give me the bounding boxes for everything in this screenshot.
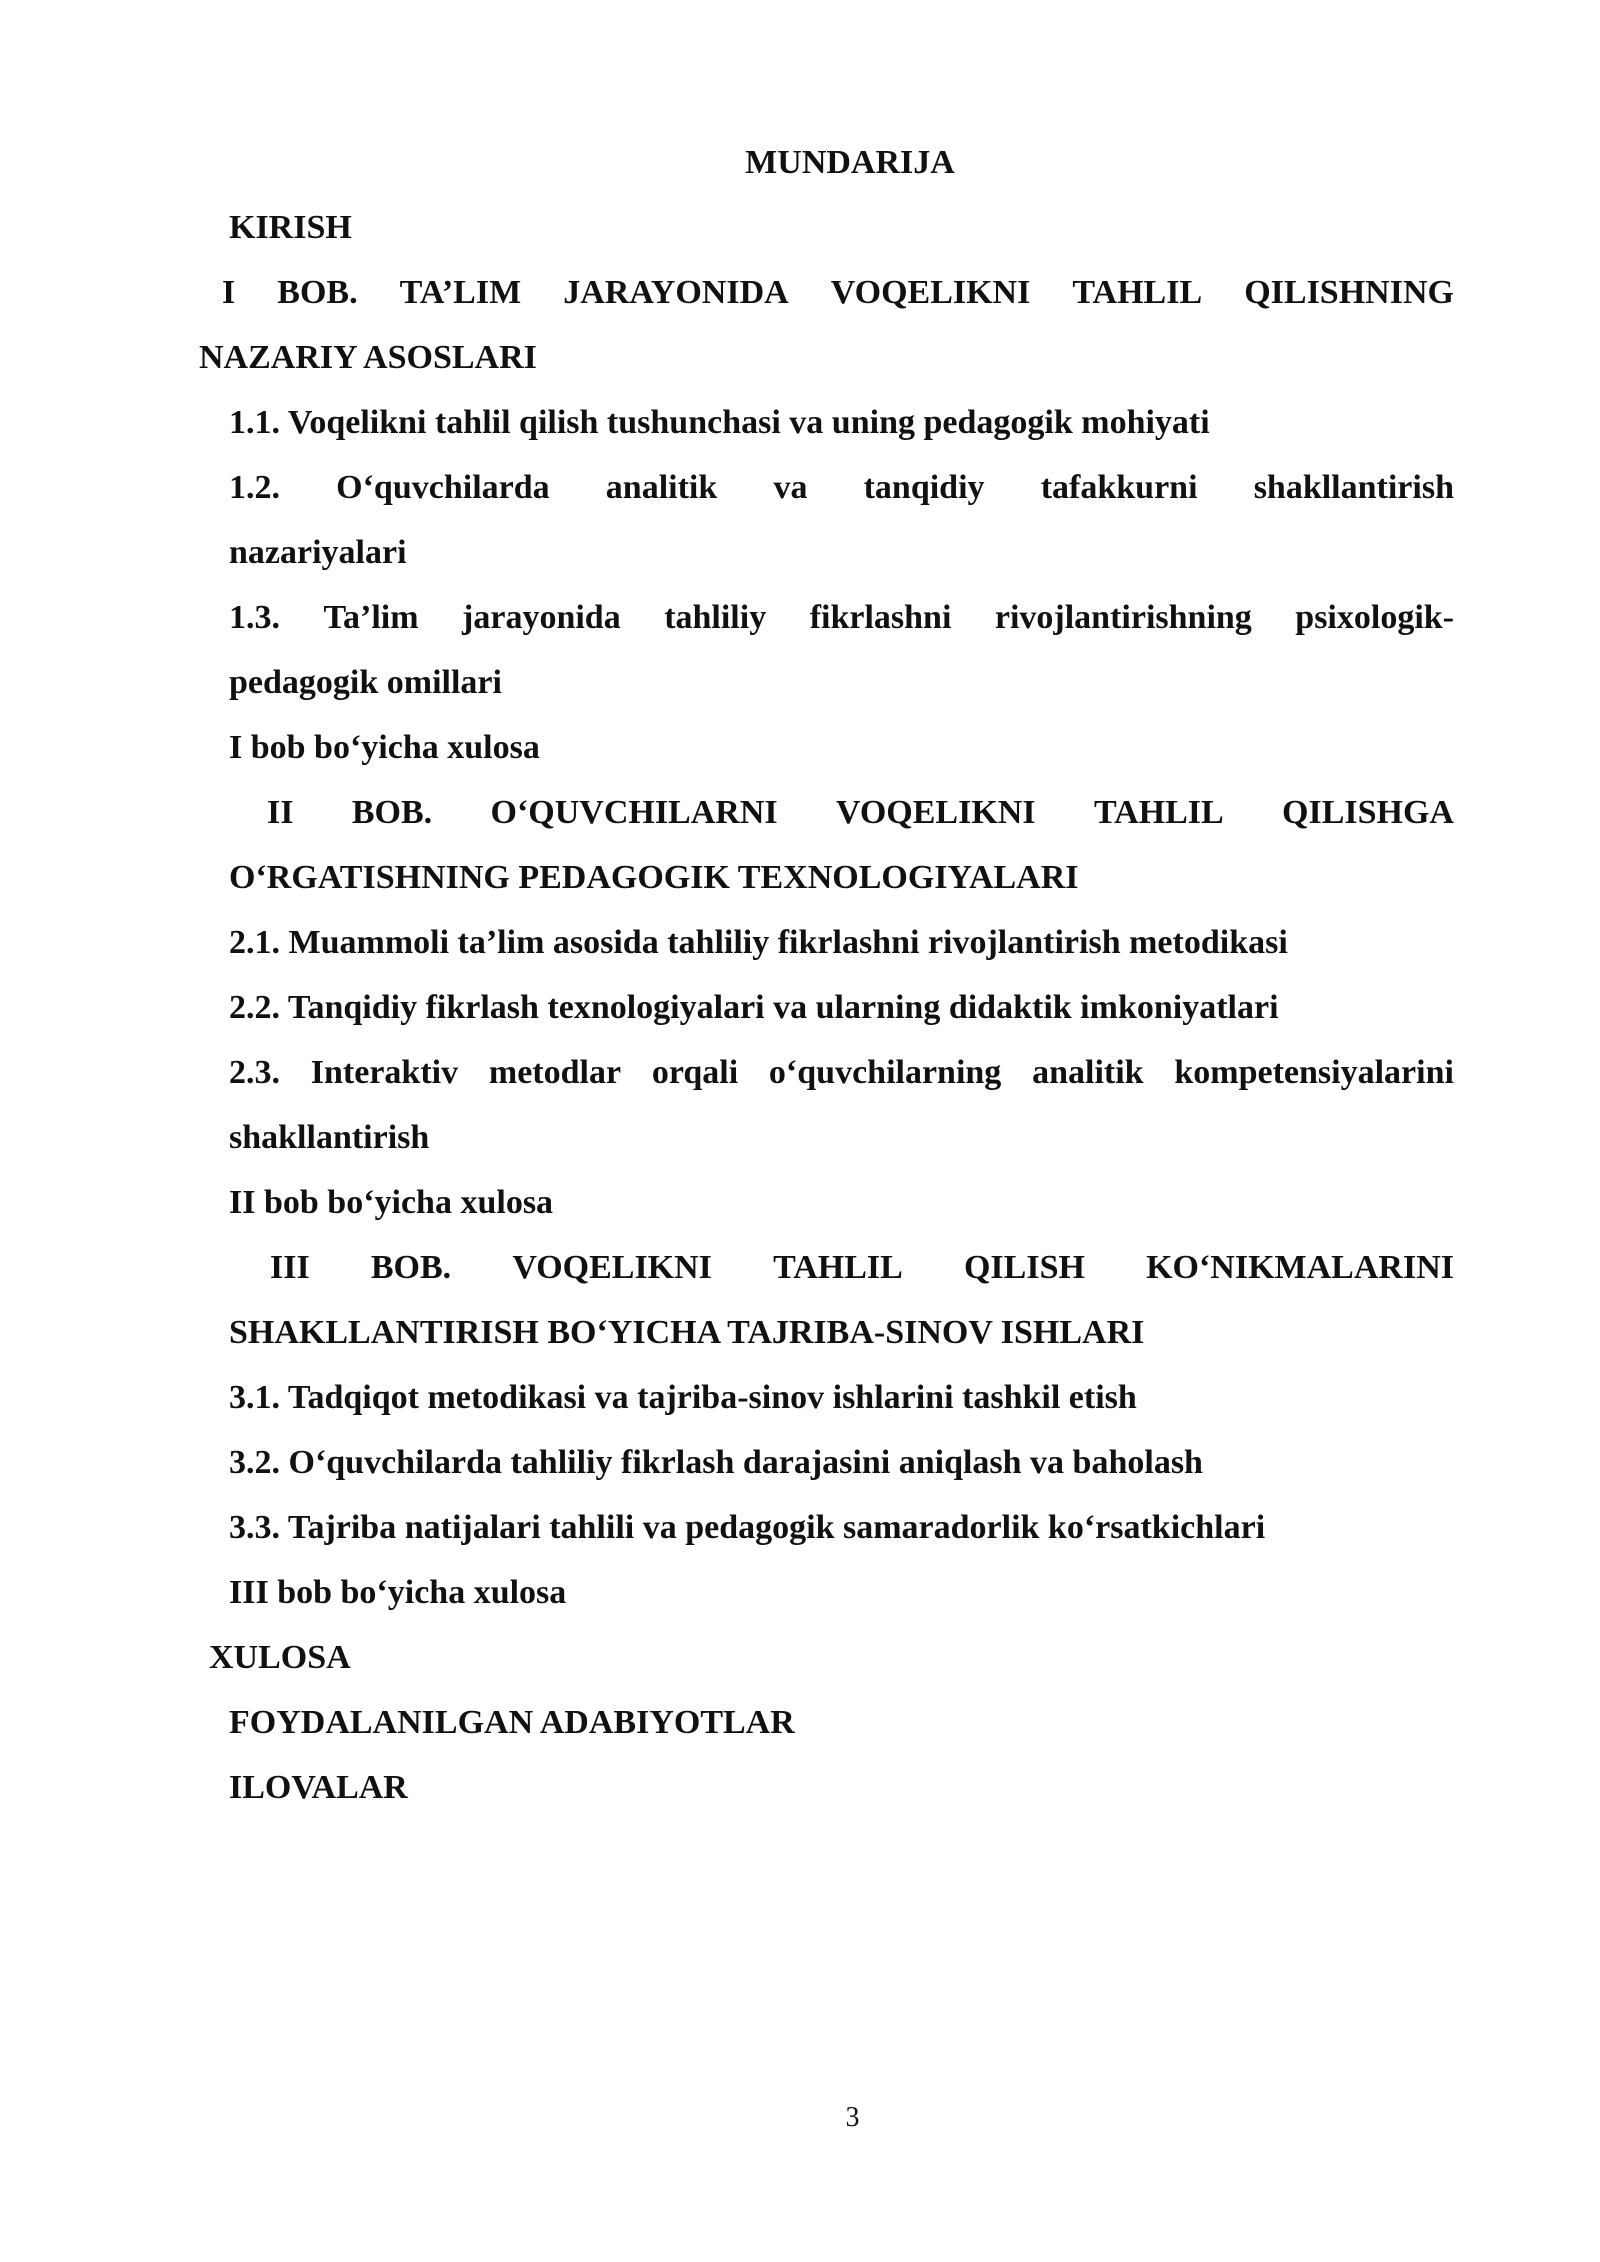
toc-entry-section-1-1: 1.1. Voqelikni tahlil qilish tushunchasi va uning pedagogik mohiyati <box>229 404 1210 441</box>
toc-entry-references: FOYDALANILGAN ADABIYOTLAR <box>229 1704 795 1741</box>
toc-entry-conclusion-3: III bob bo‘yicha xulosa <box>229 1574 567 1611</box>
toc-word: TAHLIL <box>1093 794 1224 831</box>
toc-word: analitik <box>1032 1054 1144 1091</box>
toc-word: BOB. <box>370 1249 452 1286</box>
toc-word: VOQELIKNI <box>512 1249 712 1286</box>
toc-entry-section-2-3-line-1 <box>229 1048 1454 1098</box>
toc-word: tahliliy <box>664 599 767 636</box>
toc-word: fikrlashni <box>809 599 952 636</box>
toc-word: O‘quvchilarda <box>336 469 550 506</box>
toc-word: TA’LIM <box>399 274 522 311</box>
toc-word: VOQELIKNI <box>835 794 1036 831</box>
page-number: 3 <box>845 2102 860 2133</box>
toc-word: o‘quvchilarning <box>768 1054 1002 1091</box>
toc-word: Interaktiv <box>310 1054 459 1091</box>
toc-word: shakllantirish <box>1253 469 1454 506</box>
toc-entry-chapter-3-line-1 <box>270 1243 1454 1293</box>
toc-word: tafakkurni <box>1040 469 1198 506</box>
toc-entry-section-3-2: 3.2. O‘quvchilarda tahliliy fikrlash darajasini aniqlash va baholash <box>229 1444 1203 1481</box>
toc-word: kompetensiyalarini <box>1174 1054 1454 1091</box>
toc-word: va <box>773 469 808 506</box>
toc-word: psixologik- <box>1295 599 1454 636</box>
toc-word: jarayonida <box>462 599 621 636</box>
toc-entry-chapter-1-line-2: NAZARIY ASOSLARI <box>199 339 537 376</box>
toc-word: O‘QUVCHILARNI <box>490 794 778 831</box>
toc-entry-conclusion-2: II bob bo‘yicha xulosa <box>229 1184 554 1221</box>
toc-word: III <box>270 1249 310 1286</box>
toc-entry-section-2-3-line-2: shakllantirish <box>229 1119 430 1156</box>
toc-entry-section-1-2-line-1 <box>229 463 1454 513</box>
toc-entry-chapter-2-line-2: O‘RGATISHNING PEDAGOGIK TEXNOLOGIYALARI <box>229 859 1079 896</box>
toc-entry-chapter-3-line-2: SHAKLLANTIRISH BO‘YICHA TAJRIBA-SINOV ISHLARI <box>229 1314 1145 1351</box>
toc-word: II <box>267 794 294 831</box>
toc-entry-section-2-2: 2.2. Tanqidiy fikrlash texnologiyalari va ularning didaktik imkoniyatlari <box>229 989 1279 1026</box>
toc-word: metodlar <box>488 1054 622 1091</box>
toc-entry-xulosa: XULOSA <box>209 1639 351 1676</box>
toc-word: analitik <box>605 469 718 506</box>
toc-entry-section-1-3-line-1 <box>229 593 1454 643</box>
toc-word: QILISH <box>963 1249 1085 1286</box>
toc-entry-section-3-1: 3.1. Tadqiqot metodikasi va tajriba-sinov ishlarini tashkil etish <box>229 1379 1137 1416</box>
toc-word: Ta’lim <box>323 599 419 636</box>
toc-word: BOB. <box>277 274 358 311</box>
toc-entry-section-3-3: 3.3. Tajriba natijalari tahlili va pedagogik samaradorlik ko‘rsatkichlari <box>229 1509 1266 1546</box>
toc-word: TAHLIL <box>1072 274 1203 311</box>
toc-word: tanqidiy <box>863 469 985 506</box>
toc-word: KO‘NIKMALARINI <box>1146 1249 1454 1286</box>
toc-word: I <box>222 274 236 311</box>
toc-entry-appendices: ILOVALAR <box>229 1769 408 1806</box>
toc-word: TAHLIL <box>773 1249 903 1286</box>
toc-word: orqali <box>651 1054 739 1091</box>
toc-entry-chapter-1-line-1 <box>222 268 1454 318</box>
toc-entry-section-2-1: 2.1. Muammoli ta’lim asosida tahliliy fikrlashni rivojlantirish metodikasi <box>229 924 1288 961</box>
toc-entry-conclusion-1: I bob bo‘yicha xulosa <box>229 729 540 766</box>
toc-word: 1.3. <box>229 599 280 636</box>
toc-word: 2.3. <box>229 1054 280 1091</box>
toc-word: QILISHNING <box>1244 274 1454 311</box>
toc-word: JARAYONIDA <box>563 274 789 311</box>
toc-word: VOQELIKNI <box>830 274 1031 311</box>
page-title: MUNDARIJA <box>745 144 955 181</box>
toc-entry-section-1-2-line-2: nazariyalari <box>229 534 407 571</box>
toc-word: QILISHGA <box>1282 794 1454 831</box>
toc-entry-chapter-2-line-1 <box>267 788 1454 838</box>
toc-entry-section-1-3-line-2: pedagogik omillari <box>229 664 502 701</box>
toc-word: BOB. <box>351 794 433 831</box>
toc-entry-kirish: KIRISH <box>229 209 352 246</box>
toc-word: rivojlantirishning <box>994 599 1252 636</box>
toc-word: 1.2. <box>229 469 280 506</box>
